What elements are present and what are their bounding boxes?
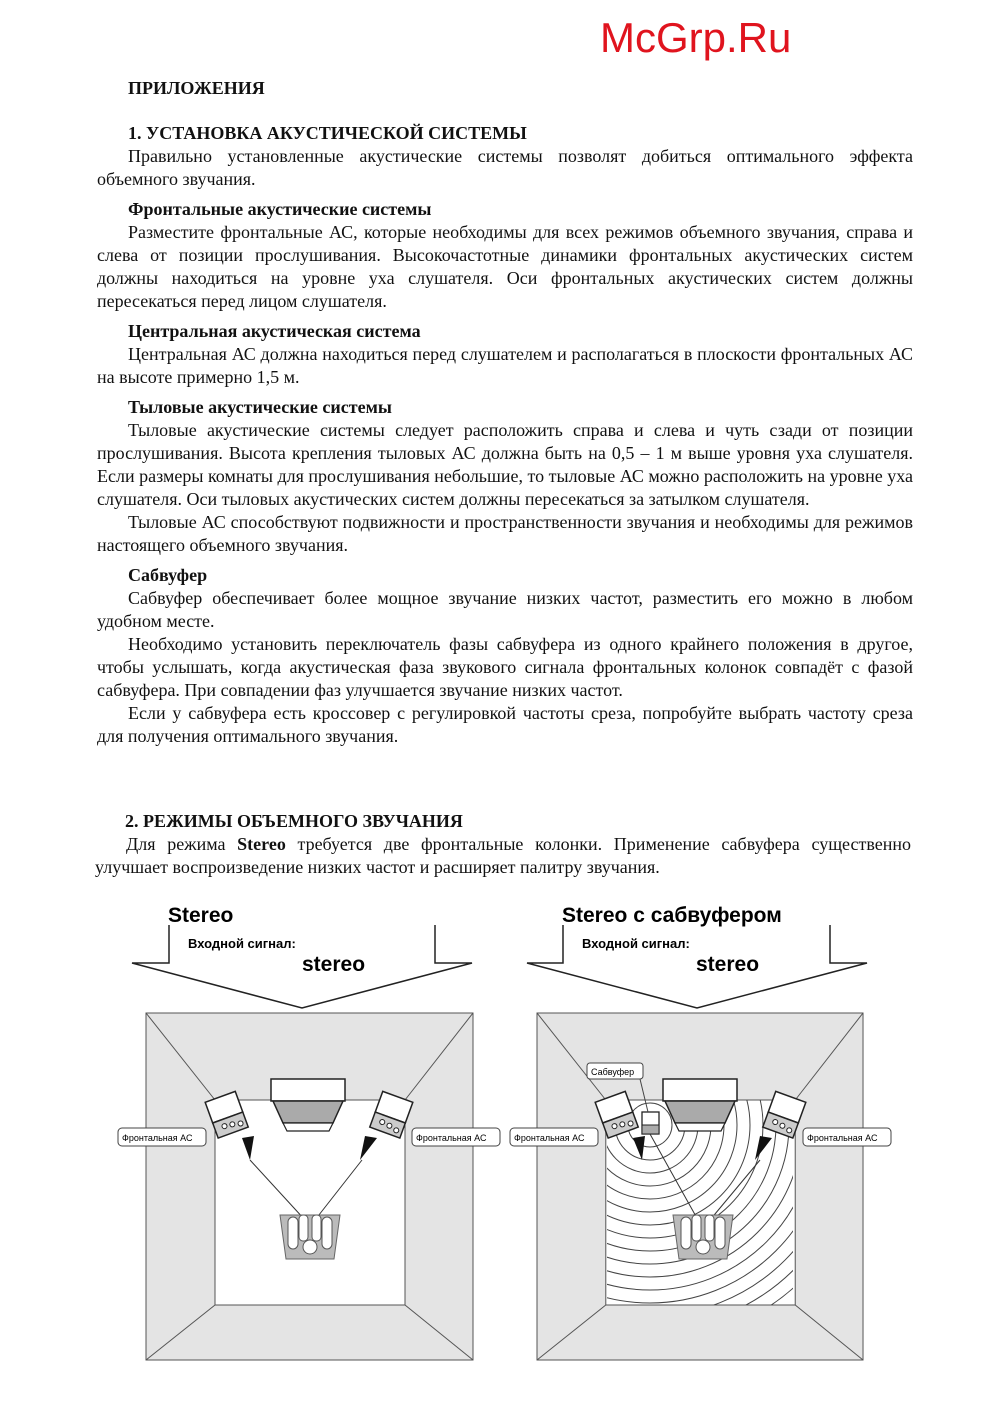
subwoofer-paragraph-1: Сабвуфер обеспечивает более мощное звучание низких частот, разместить его можно в любом удобном месте.	[97, 588, 913, 631]
subwoofer-paragraph-2: Необходимо установить переключатель фазы сабвуфера из одного крайнего положения в другое, чтобы услышать, когда акустическая фаза звукового сигнала фронтальных колонок совпадёт с фазой сабвуфера. При совпадении фаз улучшается звучание низких частот.	[97, 634, 913, 700]
front-paragraph: Разместите фронтальные АС, которые необходимы для всех режимов объемного звучания, справа и слева от позиции прослушивания. Высокочастотные динамики фронтальных акустических систем должны находиться на уровне уха слушателя. Оси фронтальных акустических систем должны пересекаться перед лицом слушателя.	[97, 222, 913, 311]
subwoofer-label: Сабвуфер	[591, 1067, 635, 1077]
input-value: stereo	[302, 953, 366, 976]
text: Для режима	[126, 834, 238, 854]
section-2-heading: 2. РЕЖИМЫ ОБЪЕМНОГО ЗВУЧАНИЯ	[125, 811, 463, 831]
center-heading: Центральная акустическая система	[128, 321, 421, 341]
page-title: ПРИЛОЖЕНИЯ	[128, 78, 265, 98]
section-1-heading: 1. УСТАНОВКА АКУСТИЧЕСКОЙ СИСТЕМЫ	[128, 123, 527, 143]
center-paragraph: Центральная АС должна находиться перед слушателем и располагаться в плоскости фронтальных АС на высоте примерно 1,5 м.	[97, 344, 913, 387]
speaker-label: Фронтальная АС	[514, 1133, 585, 1143]
diagram-title: Stereo	[168, 904, 234, 927]
rear-paragraph-2: Тыловые АС способствуют подвижности и пространственности звучания и необходимы для режимов настоящего объемного звучания.	[97, 512, 913, 555]
stereo-diagram	[118, 904, 500, 1360]
stereo-bold: Stereo	[237, 834, 286, 854]
speaker-label: Фронтальная АС	[122, 1133, 193, 1143]
intro-paragraph: Правильно установленные акустические системы позволят добиться оптимального эффекта объемного звучания.	[97, 146, 913, 189]
room	[146, 1013, 473, 1360]
rear-heading: Тыловые акустические системы	[128, 397, 392, 417]
subwoofer-heading: Сабвуфер	[128, 565, 208, 585]
watermark: McGrp.Ru	[600, 14, 792, 61]
listener-chair-icon	[280, 1215, 340, 1259]
room	[537, 1013, 863, 1360]
speaker-label: Фронтальная АС	[416, 1133, 487, 1143]
listener-chair-icon	[673, 1215, 733, 1259]
speaker-label: Фронтальная АС	[807, 1133, 878, 1143]
input-label: Входной сигнал:	[582, 936, 690, 951]
input-value: stereo	[696, 953, 760, 976]
diagram-title: Stereo с сабвуфером	[562, 904, 782, 927]
front-heading: Фронтальные акустические системы	[128, 199, 432, 219]
text: требуется две фронтальные колонки. Применение сабвуфера существенно улучшает воспроизведение низких частот и расширяет палитру звучания.	[95, 834, 911, 877]
subwoofer-paragraph-3: Если у сабвуфера есть кроссовер с регулировкой частоты среза, попробуйте выбрать частоту среза для получения оптимального звучания.	[97, 703, 913, 746]
rear-paragraph-1: Тыловые акустические системы следует расположить справа и слева и чуть сзади от позиции прослушивания. Высота крепления тыловых АС должна быть на 0,5 – 1 м выше уровня уха слушателя. Если размеры комнаты для прослушивания небольшие, то тыловые АС можно расположить на уровне уха слушателя. Оси тыловых акустических систем должны пересекаться за затылком слушателя.	[97, 420, 913, 509]
input-label: Входной сигнал:	[188, 936, 296, 951]
